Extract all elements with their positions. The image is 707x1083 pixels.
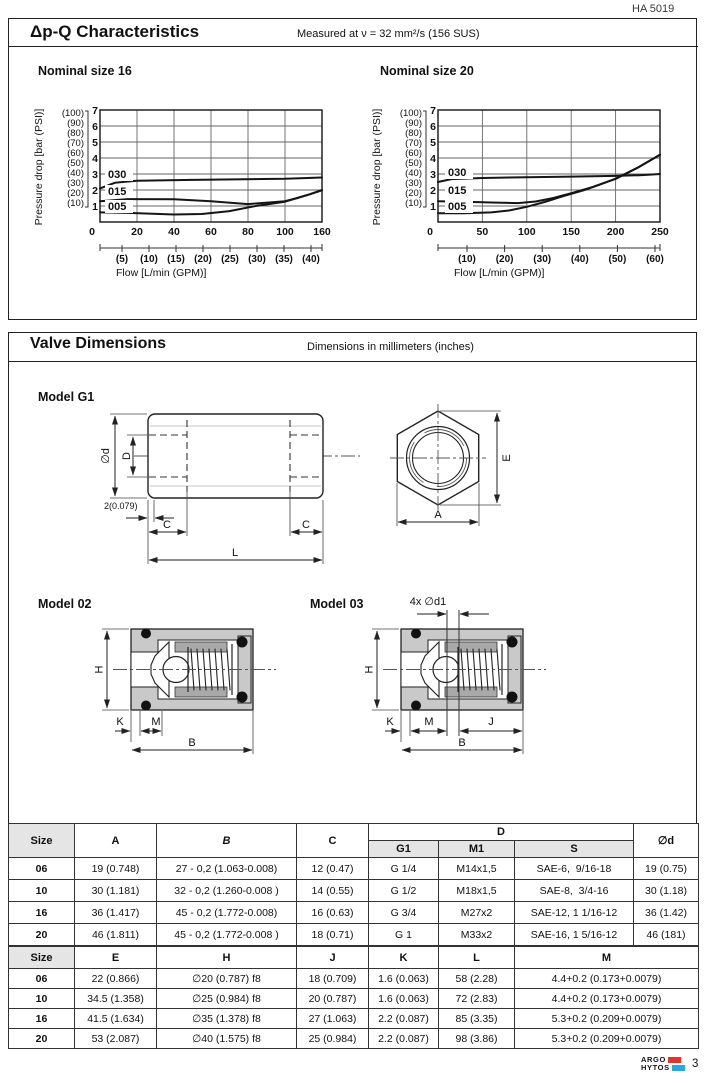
gpm-tick-label: (20) (194, 254, 212, 265)
table-cell: 19 (0.75) (634, 858, 699, 880)
logo-text-argo: ARGO (641, 1055, 666, 1064)
table-cell: SAE-8, 3/4-16 (515, 880, 634, 902)
col-header-l: L (439, 947, 515, 969)
x-tick-label: 160 (313, 226, 331, 238)
table-cell: 46 (1.811) (75, 924, 157, 946)
dim-label-b-03: B (458, 737, 466, 749)
y-tick-psi-label: (20) (67, 188, 84, 199)
col-header-c: C (297, 824, 369, 858)
dim-label-m-03: M (424, 716, 434, 728)
model-g1-hex-view (390, 404, 513, 526)
gpm-tick-label: (15) (167, 254, 185, 265)
table-cell: ∅20 (0.787) f8 (157, 969, 297, 989)
table-cell: SAE-6, 9/16-18 (515, 858, 634, 880)
y-tick-label: 7 (92, 104, 98, 117)
argo-hytos-logo (641, 1056, 685, 1072)
y-tick-psi-label: (70) (405, 138, 422, 149)
y-tick-psi-label: (100) (61, 108, 84, 119)
table-cell: 18 (0.71) (297, 924, 369, 946)
y-tick-label: 4 (430, 152, 436, 165)
table-cell: 12 (0.47) (297, 858, 369, 880)
dim-label-h-02: H (93, 665, 106, 674)
dim-label-a: A (434, 509, 442, 521)
table-row (9, 880, 699, 902)
section-title-characteristics: Δp-Q Characteristics (30, 22, 200, 41)
x-tick-label: 0 (89, 226, 95, 238)
gpm-tick-label: (50) (608, 254, 627, 265)
x-tick-label: 60 (205, 226, 217, 238)
y-tick-label: 5 (92, 136, 98, 149)
col-header-a: A (75, 824, 157, 858)
dim-label-j-03: J (488, 716, 494, 728)
model-02-title: Model 02 (38, 597, 92, 611)
table-cell: G 1/2 (369, 880, 439, 902)
section-title-dimensions: Valve Dimensions (30, 335, 167, 352)
series-label-015: 015 (108, 186, 127, 198)
table-row (9, 969, 699, 989)
y-tick-psi-label: (50) (405, 158, 422, 169)
gpm-tick-label: (10) (458, 254, 476, 265)
table-cell: 2.2 (0.087) (369, 1009, 439, 1029)
dimension-table-1 (8, 823, 699, 946)
chart16-ylabel: Pressure drop [bar (PSI)] (33, 108, 45, 226)
dim-label-b-02: B (188, 737, 196, 749)
table-cell: M27x2 (439, 902, 515, 924)
table-row (9, 902, 699, 924)
section-subtitle-characteristics: Measured at ν = 32 mm²/s (156 SUS) (297, 28, 480, 40)
y-tick-psi-label: (80) (67, 128, 84, 139)
table-cell: 22 (0.866) (75, 969, 157, 989)
dim-label-step: 2(0.079) (104, 501, 138, 511)
y-tick-psi-label: (90) (405, 118, 422, 129)
size-cell: 06 (9, 858, 75, 880)
section-subtitle-dimensions: Dimensions in millimeters (inches) (307, 341, 474, 353)
y-tick-psi-label: (80) (405, 128, 422, 139)
x-tick-label: 150 (562, 226, 580, 238)
table-cell: 16 (0.63) (297, 902, 369, 924)
col-header-s: S (515, 841, 634, 858)
x-tick-label: 200 (606, 226, 625, 238)
series-label-030: 030 (108, 169, 127, 181)
y-tick-psi-label: (50) (67, 158, 84, 169)
size-cell: 20 (9, 1029, 75, 1049)
col-header-size: Size (9, 824, 75, 858)
col-header-g1: G1 (369, 841, 439, 858)
size-cell: 10 (9, 989, 75, 1009)
y-tick-psi-label: (60) (67, 148, 84, 159)
y-tick-label: 6 (92, 120, 98, 133)
col-header-k: K (369, 947, 439, 969)
psi-bracket (423, 111, 426, 207)
size-cell: 20 (9, 924, 75, 946)
table-cell: G 1/4 (369, 858, 439, 880)
table-cell: 53 (2.087) (75, 1029, 157, 1049)
x-tick-label: 100 (276, 226, 294, 238)
chart20-title: Nominal size 20 (380, 64, 474, 78)
y-tick-psi-label: (30) (67, 178, 84, 189)
size-cell: 10 (9, 880, 75, 902)
x-tick-label: 20 (131, 226, 143, 238)
logo-blue-block (672, 1065, 685, 1071)
table-cell: 5.3+0.2 (0.209+0.0079) (515, 1029, 699, 1049)
table-cell: 45 - 0,2 (1.772-0.008 ) (157, 924, 297, 946)
size-cell: 16 (9, 902, 75, 924)
col-header-size2: Size (9, 947, 75, 969)
col-header-e: E (75, 947, 157, 969)
table-cell: G 3/4 (369, 902, 439, 924)
table-cell: 27 - 0,2 (1.063-0.008) (157, 858, 297, 880)
gpm-tick-label: (40) (570, 254, 589, 265)
table-cell: 27 (1.063) (297, 1009, 369, 1029)
dim-label-e: E (501, 454, 513, 462)
doc-number: HA 5019 (632, 3, 675, 15)
dimension-table-2 (8, 946, 699, 1049)
series-label-015: 015 (448, 185, 467, 197)
dim-label-h-03: H (363, 665, 376, 674)
x-axis-label: Flow [L/min (GPM)] (454, 267, 545, 279)
y-tick-label: 7 (430, 104, 436, 117)
chart16-title: Nominal size 16 (38, 64, 132, 78)
col-header-h: H (157, 947, 297, 969)
col-header-m1: M1 (439, 841, 515, 858)
series-label-005: 005 (108, 201, 127, 213)
table-cell: M18x1,5 (439, 880, 515, 902)
y-tick-label: 1 (92, 200, 98, 213)
size-cell: 16 (9, 1009, 75, 1029)
x-tick-label: 40 (168, 226, 180, 238)
table-cell: ∅40 (1.575) f8 (157, 1029, 297, 1049)
gpm-tick-label: (25) (221, 254, 239, 265)
table-cell: SAE-16, 1 5/16-12 (515, 924, 634, 946)
series-label-030: 030 (448, 167, 467, 179)
table-cell: 30 (1.18) (634, 880, 699, 902)
col-header-d: D (369, 824, 634, 841)
x-tick-label: 80 (242, 226, 254, 238)
y-tick-psi-label: (60) (405, 148, 422, 159)
gpm-tick-label: (20) (495, 254, 514, 265)
y-tick-label: 2 (92, 184, 98, 197)
table-cell: 4.4+0.2 (0.173+0.0079) (515, 969, 699, 989)
y-tick-label: 3 (92, 168, 98, 181)
x-axis-label: Flow [L/min (GPM)] (116, 267, 207, 279)
y-tick-label: 2 (430, 184, 436, 197)
dim-label-k-02: K (116, 716, 124, 728)
table-cell: ∅35 (1.378) f8 (157, 1009, 297, 1029)
table-row (9, 1009, 699, 1029)
model-03-title: Model 03 (310, 597, 364, 611)
table-cell: 4.4+0.2 (0.173+0.0079) (515, 989, 699, 1009)
x-tick-label: 0 (427, 226, 433, 238)
gpm-tick-label: (40) (302, 254, 320, 265)
dim-label-c-right: C (302, 519, 310, 531)
y-tick-psi-label: (10) (67, 198, 84, 209)
table-cell: G 1 (369, 924, 439, 946)
table-cell: 30 (1.181) (75, 880, 157, 902)
table-cell: 18 (0.709) (297, 969, 369, 989)
table-cell: 1.6 (0.063) (369, 989, 439, 1009)
y-tick-psi-label: (40) (405, 168, 422, 179)
table-row (9, 1029, 699, 1049)
gpm-tick-label: (60) (646, 254, 664, 265)
col-header-od: ∅d (634, 824, 699, 858)
table-cell: 98 (3.86) (439, 1029, 515, 1049)
col-header-b: B (157, 824, 297, 858)
y-tick-psi-label: (30) (405, 178, 422, 189)
dim-label-c-left: C (163, 519, 171, 531)
table-cell: 58 (2.28) (439, 969, 515, 989)
y-tick-psi-label: (40) (67, 168, 84, 179)
dim-label-d: D (121, 452, 133, 460)
psi-bracket (85, 111, 88, 207)
model-g1-title: Model G1 (38, 390, 95, 404)
header-divider (8, 46, 698, 47)
logo-red-block (668, 1057, 681, 1063)
series-label-005: 005 (448, 201, 467, 213)
table-cell: 34.5 (1.358) (75, 989, 157, 1009)
table-cell: 1.6 (0.063) (369, 969, 439, 989)
dim-label-holes-03: 4x ∅d1 (409, 596, 447, 608)
gpm-tick-label: (30) (533, 254, 552, 265)
table-cell: 85 (3.35) (439, 1009, 515, 1029)
y-tick-label: 6 (430, 120, 436, 133)
table-cell: 32 - 0,2 (1.260-0.008 ) (157, 880, 297, 902)
table-cell: 36 (1.42) (634, 902, 699, 924)
table-cell: M33x2 (439, 924, 515, 946)
y-tick-psi-label: (20) (405, 188, 422, 199)
size-cell: 06 (9, 969, 75, 989)
y-tick-psi-label: (10) (405, 198, 422, 209)
table-cell: 25 (0.984) (297, 1029, 369, 1049)
gpm-tick-label: (5) (115, 254, 129, 265)
dim-label-m-02: M (151, 716, 161, 728)
col-header-j: J (297, 947, 369, 969)
valve-drawings (8, 362, 698, 822)
y-tick-psi-label: (90) (67, 118, 84, 129)
size20-chart (368, 98, 698, 288)
model-02-drawing (94, 629, 277, 755)
y-tick-label: 3 (430, 168, 436, 181)
table-row (9, 989, 699, 1009)
y-tick-psi-label: (70) (67, 138, 84, 149)
y-tick-label: 1 (430, 200, 436, 213)
x-tick-label: 50 (476, 226, 489, 238)
dim-label-k-03: K (386, 716, 394, 728)
table-cell: 14 (0.55) (297, 880, 369, 902)
x-tick-label: 250 (651, 226, 669, 238)
dim-label-od: ∅d (100, 448, 112, 464)
table-cell: 2.2 (0.087) (369, 1029, 439, 1049)
table-cell: M14x1,5 (439, 858, 515, 880)
col-header-m: M (515, 947, 699, 969)
table-cell: SAE-12, 1 1/16-12 (515, 902, 634, 924)
chart20-ylabel: Pressure drop [bar (PSI)] (371, 108, 383, 226)
table-cell: 46 (181) (634, 924, 699, 946)
table-cell: 45 - 0,2 (1.772-0.008) (157, 902, 297, 924)
y-tick-psi-label: (100) (399, 108, 422, 119)
y-tick-label: 4 (92, 152, 98, 165)
table-cell: 36 (1.417) (75, 902, 157, 924)
table-row (9, 858, 699, 880)
gpm-tick-label: (10) (140, 254, 158, 265)
table-cell: 20 (0.787) (297, 989, 369, 1009)
y-tick-label: 5 (430, 136, 436, 149)
size16-chart (30, 98, 360, 288)
table-row (9, 924, 699, 946)
model-03-drawing (364, 596, 547, 754)
logo-text-hytos: HYTOS (641, 1063, 670, 1072)
table-cell: 5.3+0.2 (0.209+0.0079) (515, 1009, 699, 1029)
dim-label-l: L (231, 547, 239, 559)
gpm-tick-label: (30) (248, 254, 266, 265)
table-cell: ∅25 (0.984) f8 (157, 989, 297, 1009)
gpm-tick-label: (35) (275, 254, 293, 265)
table-cell: 41.5 (1.634) (75, 1009, 157, 1029)
x-tick-label: 100 (518, 226, 536, 238)
table-cell: 19 (0.748) (75, 858, 157, 880)
table-cell: 72 (2.83) (439, 989, 515, 1009)
page-number: 3 (692, 1058, 699, 1070)
model-g1-drawing (100, 414, 360, 564)
